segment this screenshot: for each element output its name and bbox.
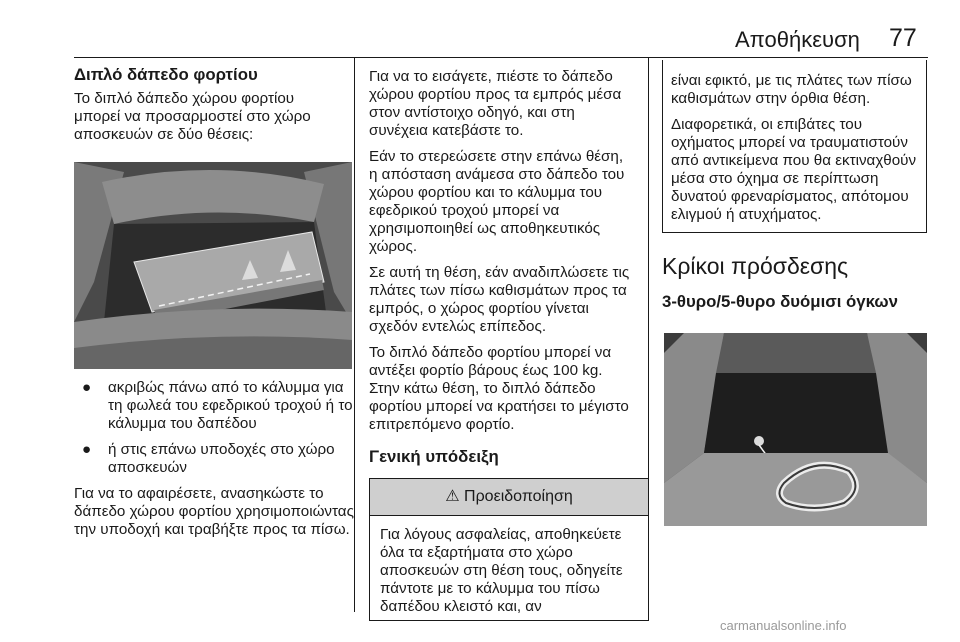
warning-box-continued	[662, 60, 927, 233]
column-divider-1	[354, 58, 355, 612]
warning-triangle-icon: ⚠	[445, 488, 460, 505]
column-1-lower	[74, 379, 354, 547]
page-header-title: Αποθήκευση	[735, 27, 860, 52]
hatchback-subheading: 3-θυρο/5-θυρο δυόμισι όγκων	[662, 292, 898, 311]
watermark: carmanualsonline.info	[720, 618, 847, 633]
upper-position-paragraph: Εάν το στερεώσετε στην επάνω θέση, η απόσταση ανάμεσα στο δάπεδο του χώρου φορτίου και το κάλυμμα του εφεδρικού τροχού μπορεί να χρησιμοποιηθεί ως αποθηκευτικός χώρος.	[369, 148, 625, 255]
tie-down-eye-svg	[664, 333, 927, 526]
column-3	[662, 60, 927, 317]
general-note-heading: Γενική υπόδειξη	[369, 447, 499, 466]
tie-down-eyes-heading: Κρίκοι πρόσδεσης	[662, 253, 849, 279]
bullet-dot: ●	[82, 379, 92, 396]
insert-paragraph: Για να το εισάγετε, πιέστε το δάπεδο χώρου φορτίου προς τα εμπρός μέσα στον αντίστοιχο οδηγό, και στη συνέχεια κατεβάστε το.	[369, 68, 622, 139]
cargo-floor-svg	[74, 162, 352, 369]
page-number: 77	[889, 24, 917, 52]
intro-paragraph: Το διπλό δάπεδο χώρου φορτίου μπορεί να προσαρμοστεί στο χώρο αποσκευών σε δύο θέσεις:	[74, 90, 311, 143]
cargo-floor-illustration	[74, 162, 352, 369]
remove-paragraph: Για να το αφαιρέσετε, ανασηκώστε το δάπεδο χώρου φορτίου χρησιμοποιώντας την υποδοχή και τραβήξτε προς τα πίσω.	[74, 485, 354, 538]
tie-down-eye-illustration	[664, 333, 927, 526]
seats-folded-paragraph: Σε αυτή τη θέση, εάν αναδιπλώσετε τις πλάτες των πίσω καθισμάτων προς τα εμπρός, ο χώρος φορτίου γίνεται σχεδόν εντελώς επίπεδος.	[369, 264, 630, 335]
load-capacity-paragraph: Το διπλό δάπεδο φορτίου μπορεί να αντέξει φορτίο βάρους έως 100 kg. Στην κάτω θέση, το διπλό δάπεδο φορτίου μπορεί να κρατήσει το μέγιστο επιτρεπόμενο φορτίο.	[369, 344, 629, 433]
header-rule	[74, 57, 928, 58]
bullet-item	[74, 379, 354, 433]
warning-box	[369, 478, 649, 621]
warning-title: Προειδοποίηση	[464, 488, 573, 505]
warning-header	[370, 479, 648, 516]
bullet-dot: ●	[82, 441, 92, 458]
section-heading-double-floor: Διπλό δάπεδο φορτίου	[74, 65, 258, 84]
column-2	[369, 68, 634, 621]
bullet-item	[74, 441, 354, 477]
warning-continued-text: είναι εφικτό, με τις πλάτες των πίσω καθισμάτων στην όρθια θέση.	[671, 72, 912, 107]
warning-body: Για λόγους ασφαλείας, αποθηκεύετε όλα τα εξαρτήματα στο χώρο αποσκευών στη θέση τους, οδηγείτε πάντοτε με το κάλυμμα του πίσω δαπέδου κλειστό και, αν	[380, 526, 623, 615]
column-1	[74, 64, 344, 152]
bullet-text: ή στις επάνω υποδοχές στο χώρο αποσκευών	[108, 441, 335, 476]
warning-consequence-text: Διαφορετικά, οι επιβάτες του οχήματος μπορεί να τραυματιστούν από αντικείμενα που θα εκτιναχθούν μέσα στο όχημα σε περίπτωση δυνατού φρεναρίσματος, απότομου ελιγμού ή ατυχήματος.	[671, 116, 917, 223]
bullet-text: ακριβώς πάνω από το κάλυμμα για τη φωλεά του εφεδρικού τροχού ή το κάλυμμα του δαπέδου	[108, 379, 353, 432]
